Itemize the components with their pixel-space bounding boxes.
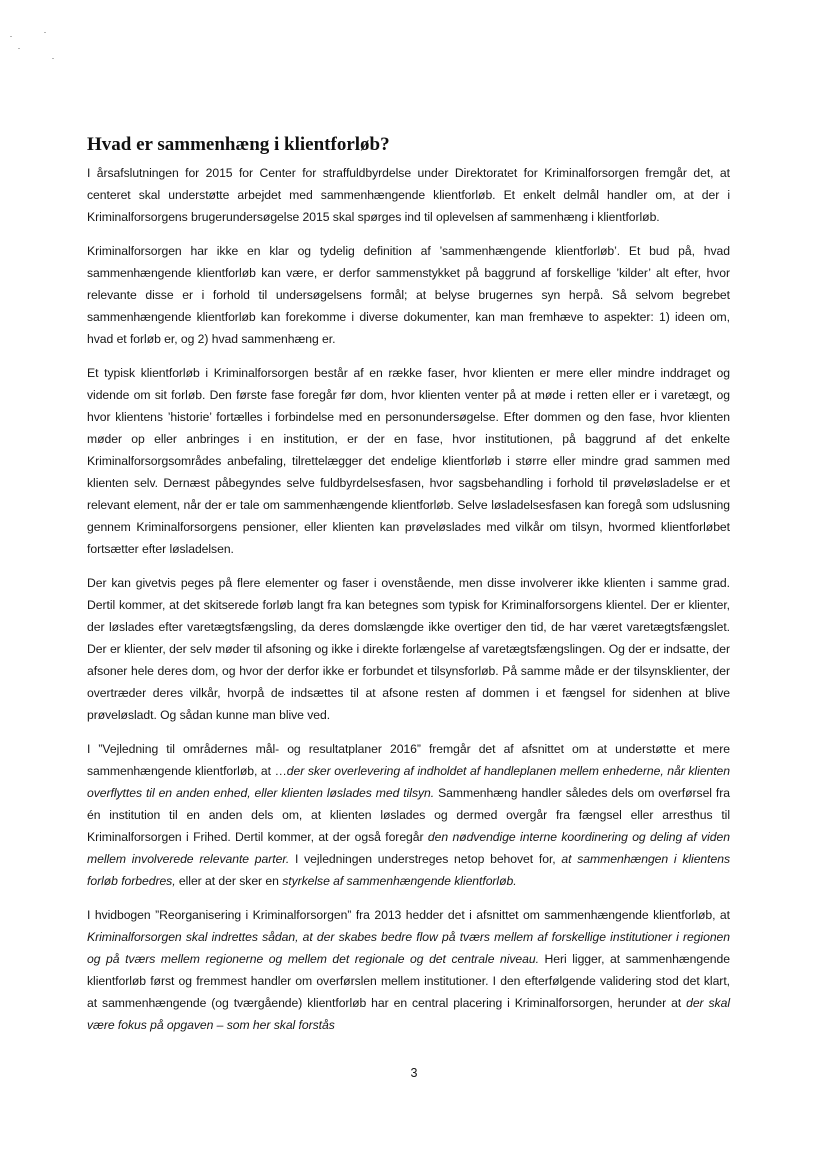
italic-quote: Kriminalforsorgen skal indrettes sådan, at der skabes bedre flow på tværs mellem af forskellige institutioner i regionen og på tværs mellem regionerne og mellem det regionale og det centrale niveau. xyxy=(87,930,730,966)
body-paragraph xyxy=(87,738,730,892)
section-heading: Hvad er sammenhæng i klientforløb? xyxy=(87,134,390,155)
page-number: 3 xyxy=(410,1066,418,1080)
italic-quote: der skal være fokus på opgaven – som her skal forstås xyxy=(87,996,730,1032)
paragraph-text: I årsafslutningen for 2015 for Center for straffuldbyrdelse under Direktoratet for Kriminalforsorgen fremgår det, at centeret skal understøtte arbejdet med sammenhængende klientforløb. Et enkelt delmål handler om, at der i Kriminalforsorgens brugerundersøgelse 2015 skal spørges ind til oplevelsen af sammenhæng i klientforløb. xyxy=(87,166,730,224)
document-body xyxy=(87,134,730,1048)
paragraph-text: I hvidbogen ”Reorganisering i Kriminalforsorgen” fra 2013 hedder det i afsnittet om sammenhængende klientforløb, at xyxy=(87,908,730,922)
scan-specks xyxy=(6,28,66,68)
body-paragraph xyxy=(87,362,730,560)
body-paragraph xyxy=(87,572,730,726)
italic-quote: der sker overlevering af indholdet af handleplanen mellem enhederne, når klienten overflyttes til en anden enhed, eller klienten løslades med tilsyn. xyxy=(87,764,730,800)
paragraph-text: Kriminalforsorgen har ikke en klar og tydelig definition af ’sammenhængende klientforløb’. Et bud på, hvad sammenhængende klientforløb kan være, er derfor sammenstykket på baggrund af forskellige ’kilder’ alt efter, hvor relevante disse er i forhold til undersøgelsens formål; at belyse brugernes syn herpå. Så selvom begrebet sammenhængende klientforløb kan forekomme i diverse dokumenter, kan man fremhæve to aspekter: 1) ideen om, hvad et forløb er, og 2) hvad sammenhæng er. xyxy=(87,244,730,346)
paragraph-list xyxy=(87,162,730,1036)
italic-quote: den nødvendige interne koordinering og deling af viden mellem involverede relevante parter. xyxy=(87,830,730,866)
paragraph-text: I vejledningen understreges netop behovet for, xyxy=(289,852,562,866)
body-paragraph xyxy=(87,162,730,228)
paragraph-text: Der kan givetvis peges på flere elementer og faser i ovenstående, men disse involverer ikke klienten i samme grad. Dertil kommer, at det skitserede forløb langt fra kan betegnes som typisk for Kriminalforsorgens klientel. Der er klienter, der løslades efter varetægtsfængsling, da deres domslængde ikke overtiger den tid, de har været varetægtsfængslet. Der er klienter, der selv møder til afsoning og ikke i direkte forlængelse af varetægtsfængslingen. Og der er indsatte, der afsoner hele deres dom, og hvor der derfor ikke er forbundet et tilsynsforløb. På samme måde er der tilsynsklienter, der overtræder deres vilkår, hvorpå de indsættes til at afsone resten af dommen i et fængsel for sidenhen at blive prøveløsladt. Og sådan kunne man blive ved. xyxy=(87,576,730,722)
body-paragraph xyxy=(87,904,730,1036)
italic-quote: styrkelse af sammenhængende klientforløb. xyxy=(282,874,517,888)
paragraph-text: Sammenhæng handler således dels om overførsel fra én institution til en anden dels om, at klienten løslades og dermed overgår fra fængsel eller arresthus til Kriminalforsorgen i Frihed. Dertil kommer, at der også foregår xyxy=(87,786,730,844)
paragraph-text: I ”Vejledning til områdernes mål- og resultatplaner 2016” fremgår det af afsnittet om at understøtte et mere sammenhængende klientforløb, at … xyxy=(87,742,730,778)
italic-quote: at sammenhængen i klientens forløb forbedres, xyxy=(87,852,731,888)
body-paragraph xyxy=(87,240,730,350)
paragraph-text: Et typisk klientforløb i Kriminalforsorgen består af en række faser, hvor klienten er mere eller mindre inddraget og vidende om sit forløb. Den første fase foregår før dom, hvor klienten venter på at møde i retten eller er i varetægt, og hvor klientens ’historie’ fortælles i forbindelse med en personundersøgelse. Efter dommen og den fase, hvor klienten møder op eller anbringes i en institution, er der en fase, hvor institutionen, på baggrund af det enkelte Kriminalforsorgsområdes anbefaling, tilrettelægger det endelige klientforløb i større eller mindre grad sammen med klienten selv. Dernæst påbegyndes selve fuldbyrdelsesfasen, hvor sagsbehandling i forhold til prøveløsladelse er et relevant element, når der er tale om sammenhængende klientforløb. Selve løsladelsesfasen kan foregå som udslusning gennem Kriminalforsorgens pensioner, eller klienten kan prøveløslades med vilkår om tilsyn, hvormed klientforløbet fortsætter efter løsladelsen. xyxy=(87,366,730,556)
paragraph-text: Heri ligger, at sammenhængende klientforløb først og fremmest handler om overførslen mellem institutioner. I den efterfølgende validering stod det klart, at sammenhængende (og tværgående) klientforløb har en central placering i Kriminalforsorgen, herunder at xyxy=(87,952,730,1010)
paragraph-text: eller at der sker en xyxy=(175,874,283,888)
